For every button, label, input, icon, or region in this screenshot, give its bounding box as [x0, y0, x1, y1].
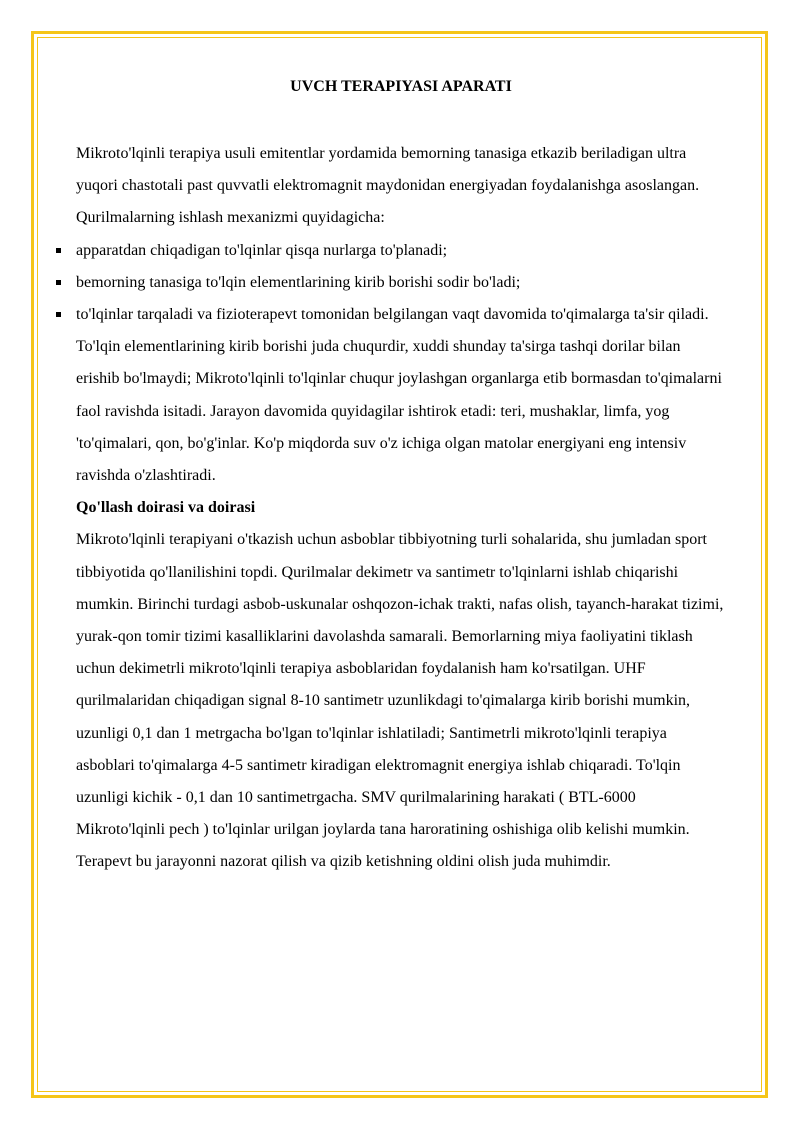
list-item [76, 235, 726, 267]
list-item-text: bemorning tanasiga to'lqin elementlarining kirib borishi sodir bo'ladi; [76, 273, 521, 291]
document-body [76, 76, 726, 879]
list-item [76, 267, 726, 299]
bullet-icon [56, 280, 61, 285]
document-title: UVCH TERAPIYASI APARATI [290, 78, 512, 95]
list-item [76, 299, 726, 331]
penetration-paragraph: To'lqin elementlarining kirib borishi juda chuqurdir, xuddi shunday ta'sirga tashqi dorilar bilan erishib bo'lmaydi; Mikroto'lqinli to'lqinlar chuqur joylashgan organlarga etib bormasdan to'qimalarni faol ravishda isitadi. Jarayon davomida quyidagilar ishtirok etadi: teri, mushaklar, limfa, yog 'to'qimalari, qon, bo'g'inlar. Ko'p miqdorda suv o'z ichiga olgan matolar energiyani eng intensiv ravishda o'zlashtiradi. [76, 338, 722, 485]
application-paragraph: Mikroto'lqinli terapiyani o'tkazish uchun asboblar tibbiyotning turli sohalarida, shu jumladan sport tibbiyotida qo'llanilishini topdi. Qurilmalar dekimetr va santimetr to'lqinlarni ishlab chiqarishi mumkin. Birinchi turdagi asbob-uskunalar oshqozon-ichak trakti, nafas olish, tayanch-harakat tizimi, yurak-qon tomir tizimi kasalliklarini davolashda samarali. Bemorlarning miya faoliyatini tiklash uchun dekimetrli mikroto'lqinli terapiya asboblaridan foydalanish ham ko'rsatilgan. UHF qurilmalaridan chiqadigan signal 8-10 santimetr uzunlikdagi to'qimalarga kirib borishi mumkin, uzunligi 0,1 dan 1 metrgacha bo'lgan to'lqinlar ishlatiladi; Santimetrli mikroto'lqinli terapiya asboblari to'qimalarga 4-5 santimetr kiradigan elektromagnit energiya ishlab chiqaradi. To'lqin uzunligi kichik - 0,1 dan 10 santimetrgacha. SMV qurilmalarining harakati ( BTL-6000 Mikroto'lqinli pech ) to'lqinlar urilgan joylarda tana haroratining oshishiga olib kelishi mumkin. Terapevt bu jarayonni nazorat qilish va qizib ketishning oldini olish juda muhimdir. [76, 531, 724, 871]
bullet-icon [56, 248, 61, 253]
section-heading: Qo'llash doirasi va doirasi [76, 499, 256, 517]
list-item-text: apparatdan chiqadigan to'lqinlar qisqa nurlarga to'planadi; [76, 241, 448, 259]
list-item-text: to'lqinlar tarqaladi va fizioterapevt tomonidan belgilangan vaqt davomida to'qimalarga ta'sir qiladi. [76, 306, 709, 324]
intro-paragraph: Mikroto'lqinli terapiya usuli emitentlar yordamida bemorning tanasiga etkazib beriladigan ultra yuqori chastotali past quvvatli elektromagnit maydonidan energiyadan foydalanishga asoslangan. Qurilmalarning ishlash mexanizmi quyidagicha: [76, 145, 700, 227]
bullet-icon [56, 312, 61, 317]
mechanism-list [76, 235, 726, 332]
